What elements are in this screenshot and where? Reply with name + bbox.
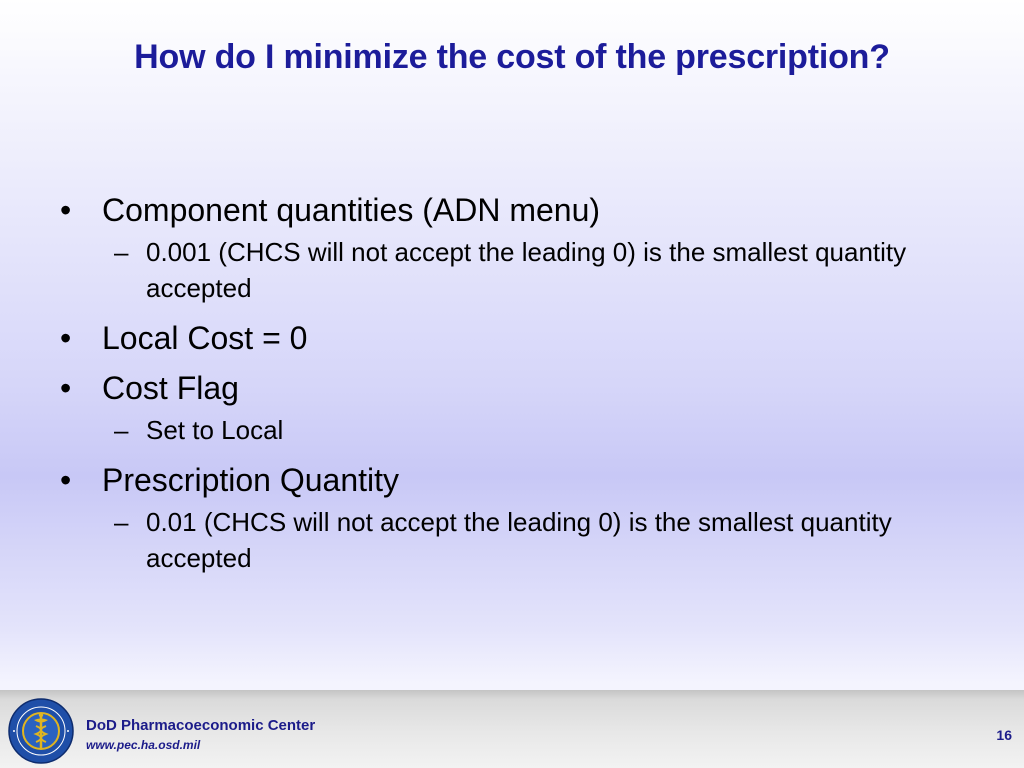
sub-bullet-text: Set to Local — [146, 415, 284, 445]
bullet-item — [60, 368, 940, 408]
bullet-text: Component quantities (ADN menu) — [102, 192, 601, 228]
bullet-item — [60, 318, 940, 358]
bullet-item — [60, 460, 940, 500]
sub-bullet-text: 0.001 (CHCS will not accept the leading 0) is the smallest quantity accepted — [146, 237, 907, 303]
footer-url: www.pec.ha.osd.mil — [86, 738, 201, 752]
sub-bullet-item — [114, 504, 940, 576]
caduceus-seal-icon — [8, 698, 74, 764]
bullet-marker: • — [60, 370, 72, 406]
footer-organization: DoD Pharmacoeconomic Center — [86, 717, 316, 734]
bullet-text: Prescription Quantity — [102, 462, 400, 498]
bullet-text: Cost Flag — [102, 370, 239, 406]
dash-marker: – — [114, 237, 129, 267]
page-number: 16 — [996, 727, 1012, 743]
bullet-marker: • — [60, 320, 72, 356]
bullet-list — [60, 190, 940, 588]
dash-marker: – — [114, 415, 129, 445]
bullet-marker: • — [60, 462, 72, 498]
dash-marker: – — [114, 507, 129, 537]
sub-bullet-text: 0.01 (CHCS will not accept the leading 0) is the smallest quantity accepted — [146, 507, 892, 573]
slide-footer — [0, 690, 1024, 768]
bullet-item — [60, 190, 940, 230]
bullet-marker: • — [60, 192, 72, 228]
bullet-text: Local Cost = 0 — [102, 320, 308, 356]
sub-bullet-item — [114, 412, 940, 448]
slide-title: How do I minimize the cost of the prescription? — [134, 38, 890, 76]
sub-bullet-item — [114, 234, 940, 306]
